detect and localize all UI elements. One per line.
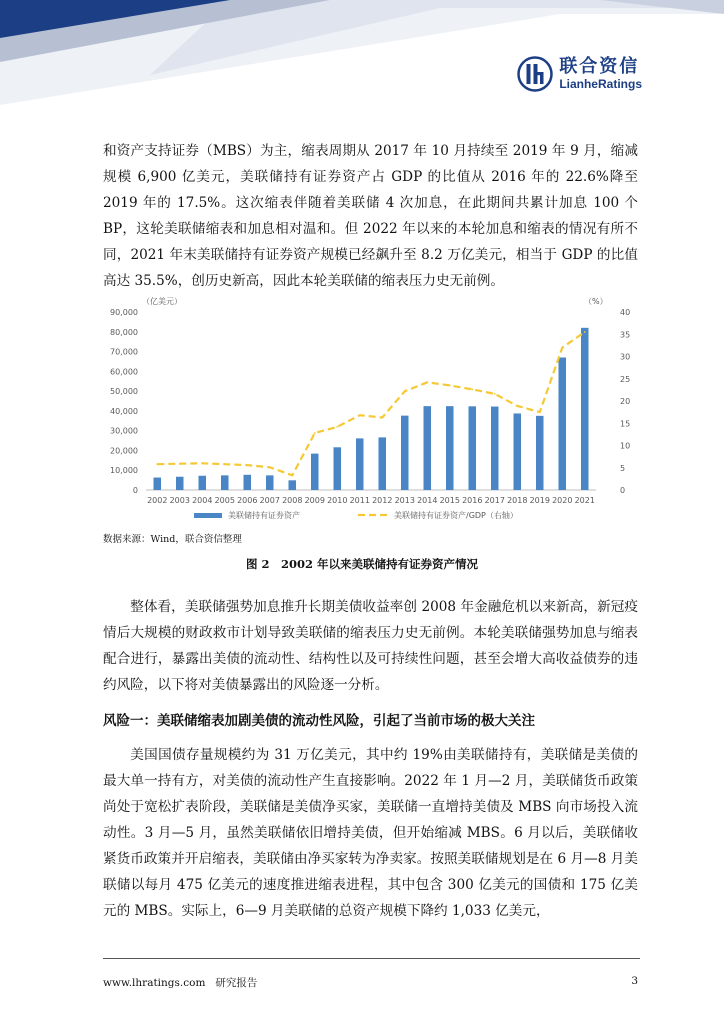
ratio-point-2013 xyxy=(404,390,406,392)
legend-line-label: 美联储持有证券资产/GDP（右轴） xyxy=(394,511,518,520)
footer-website[interactable]: www.lhratings.com xyxy=(103,977,206,989)
left-axis-tick-label: 30,000 xyxy=(110,426,138,436)
securities-holdings-chart xyxy=(100,292,640,524)
x-tick-label: 2002 xyxy=(147,496,168,505)
right-axis-unit-label: （%） xyxy=(584,297,608,306)
footer-doc-type: 研究报告 xyxy=(215,977,258,989)
bar-2013 xyxy=(401,416,409,490)
bar-2002 xyxy=(154,478,162,490)
x-tick-label: 2003 xyxy=(169,496,190,505)
left-axis-tick-label: 0 xyxy=(132,486,138,495)
brand-logo xyxy=(517,56,642,92)
x-tick-label: 2015 xyxy=(439,496,460,505)
x-tick-label: 2016 xyxy=(462,496,483,505)
x-tick-label: 2008 xyxy=(282,496,303,505)
x-tick-label: 2014 xyxy=(417,496,438,505)
right-axis-tick-label: 10 xyxy=(620,441,631,451)
bar-2004 xyxy=(199,476,207,490)
logo-chinese-name: 联合资信 xyxy=(559,56,640,77)
x-tick-label: 2009 xyxy=(304,496,325,505)
x-tick-label: 2007 xyxy=(259,496,280,505)
legend-bar-label: 美联储持有证券资产 xyxy=(228,511,300,520)
chart-labels xyxy=(110,296,630,520)
x-tick-label: 2004 xyxy=(192,496,213,505)
x-tick-label: 2021 xyxy=(574,496,595,505)
ratio-point-2002 xyxy=(156,463,158,465)
ratio-point-2006 xyxy=(246,464,248,466)
bar-2006 xyxy=(244,475,252,490)
left-axis-tick-label: 90,000 xyxy=(110,308,138,317)
right-axis-tick-label: 20 xyxy=(620,397,631,406)
body-paragraph-3: 美国国债存量规模约为 31 万亿美元，其中约 19%由美联储持有，美联储是美债的最大单一持有方，对美债的流动性产生直接影响。2022 年 1 月—2 月，美联储货币政策尚处于宽松扩表阶段，美联储是美债净买家，美联储一直增持美债及 MBS 向市场投入流动性。3 月—5 月，虽然美联储依旧增持美债，但开始缩减 MBS。6 月以后，美联储收紧货币政策并开启缩表，美联储由净买家转为净卖家。按照美联储规划是在 6 月—8 月美联储以每月 475 亿美元的速度推进缩表进程，其中包含 300 亿美元的国债和 175 亿美元的 MBS。实际上，6—9 月美联储的总资产规模下降约 1,033 亿美元， xyxy=(103,747,638,919)
left-axis-unit-label: （亿美元） xyxy=(142,297,182,306)
bar-2010 xyxy=(334,447,342,490)
x-tick-label: 2006 xyxy=(237,496,258,505)
figure-source: 数据来源：Wind，联合资信整理 xyxy=(103,534,242,545)
bar-2021 xyxy=(581,328,589,490)
left-axis-tick-label: 50,000 xyxy=(110,387,138,397)
footer-divider xyxy=(103,958,640,959)
ratio-point-2004 xyxy=(201,462,203,464)
bar-2008 xyxy=(289,480,297,490)
chart-bars xyxy=(154,328,589,490)
ratio-point-2005 xyxy=(224,463,226,465)
body-paragraph-1: 和资产支持证券（MBS）为主，缩表周期从 2017 年 10 月持续至 2019 年 9 月，缩减规模 6,900 亿美元，美联储持有证券资产占 GDP 的比值从 2016 年的 22.6%降至 2019 年的 17.5%。这次缩表伴随着美联储 4 次加息，在此期间共累计加息 100 个 BP，这轮美联储缩表和加息相对温和。但 2022 年以来的本轮加息和缩表的情况有所不同，2021 年末美联储持有证券资产规模已经飙升至 8.2 万亿美元，相当于 GDP 的比值高达 35.5%，创历史新高，因此本轮美联储的缩表压力史无前例。 xyxy=(103,143,638,289)
bar-2014 xyxy=(424,406,432,490)
bar-2011 xyxy=(356,438,364,490)
x-tick-label: 2005 xyxy=(214,496,235,505)
bar-2015 xyxy=(446,406,454,490)
x-tick-label: 2018 xyxy=(507,496,528,505)
legend-bar-swatch xyxy=(194,513,222,518)
body-paragraph-2: 整体看，美联储强势加息推升长期美债收益率创 2008 年金融危机以来新高，新冠疫情后大规模的财政救市计划导致美联储的缩表压力史无前例。本轮美联储强势加息与缩表配合进行，暴露出美债的流动性、结构性以及可持续性问题，甚至会增大高收益债券的违约风险，以下将对美债暴露出的风险逐一分析。 xyxy=(103,599,638,693)
page-number: 3 xyxy=(631,975,638,987)
left-axis-tick-label: 10,000 xyxy=(110,466,138,476)
right-axis-tick-label: 5 xyxy=(620,463,626,473)
bar-2005 xyxy=(221,475,229,490)
bar-2007 xyxy=(266,475,274,490)
right-axis-tick-label: 30 xyxy=(620,352,631,362)
right-axis-tick-label: 35 xyxy=(620,330,631,340)
left-axis-tick-label: 60,000 xyxy=(110,367,138,377)
x-tick-label: 2012 xyxy=(372,496,393,505)
x-tick-label: 2020 xyxy=(552,496,573,505)
chart-ratio-line xyxy=(156,331,585,476)
right-axis-tick-label: 25 xyxy=(620,374,631,384)
bar-2012 xyxy=(379,437,387,490)
ratio-point-2017 xyxy=(494,393,496,395)
ratio-point-2016 xyxy=(471,389,473,391)
ratio-point-2014 xyxy=(426,381,428,383)
right-axis-tick-label: 0 xyxy=(620,486,626,495)
ratio-point-2020 xyxy=(561,347,563,349)
x-tick-label: 2019 xyxy=(529,496,550,505)
ratio-point-2019 xyxy=(539,411,541,413)
x-tick-label: 2010 xyxy=(327,496,348,505)
left-axis-tick-label: 20,000 xyxy=(110,446,138,456)
ratio-point-2012 xyxy=(381,417,383,419)
bar-2016 xyxy=(469,406,477,490)
right-axis-tick-label: 40 xyxy=(620,308,631,317)
bar-2017 xyxy=(491,407,499,490)
left-axis-tick-label: 40,000 xyxy=(110,406,138,416)
ratio-point-2018 xyxy=(516,405,518,407)
left-axis-tick-label: 80,000 xyxy=(110,327,138,337)
bar-2018 xyxy=(514,413,522,490)
section-heading-risk-1: 风险一：美联储缩表加剧美债的流动性风险，引起了当前市场的极大关注 xyxy=(103,713,535,729)
header-decoration xyxy=(0,0,724,110)
ratio-point-2011 xyxy=(359,414,361,416)
bar-2020 xyxy=(559,357,567,490)
right-axis-tick-label: 15 xyxy=(620,419,631,429)
ratio-point-2007 xyxy=(269,466,271,468)
figure-caption: 图 2 2002 年以来美联储持有证券资产情况 xyxy=(245,557,478,571)
logo-english-name: LianheRatings xyxy=(559,77,642,91)
ratio-point-2003 xyxy=(179,463,181,465)
bar-2019 xyxy=(536,416,544,490)
left-axis-tick-label: 70,000 xyxy=(110,347,138,357)
x-tick-label: 2013 xyxy=(394,496,415,505)
ratio-point-2009 xyxy=(314,432,316,434)
bar-2009 xyxy=(311,454,319,490)
ratio-point-2015 xyxy=(449,385,451,387)
ratio-point-2008 xyxy=(291,474,293,476)
x-tick-label: 2011 xyxy=(349,496,370,505)
x-tick-label: 2017 xyxy=(484,496,505,505)
bar-2003 xyxy=(176,477,184,490)
ratio-point-2021 xyxy=(584,331,586,333)
footer-info xyxy=(103,975,257,990)
ratio-point-2010 xyxy=(336,426,338,428)
lianhe-logo-icon xyxy=(517,56,553,92)
